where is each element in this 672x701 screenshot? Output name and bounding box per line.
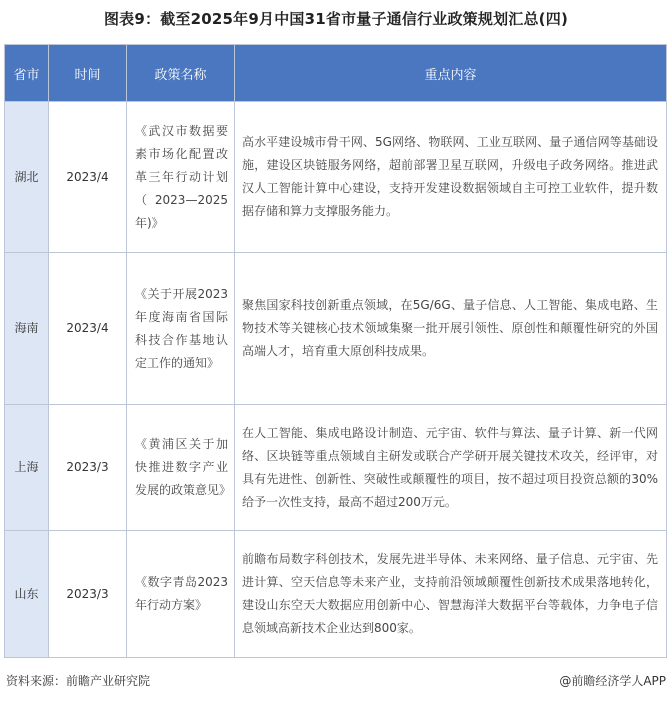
policy-name-cell: 《武汉市数据要素市场化配置改革三年行动计划（2023—2025年)》 [127, 102, 235, 253]
policy-table [4, 44, 667, 658]
header-key-content: 重点内容 [235, 45, 667, 102]
table-row [5, 253, 667, 405]
key-content-cell: 高水平建设城市骨干网、5G网络、物联网、工业互联网、量子通信网等基础设施，建设区块链服务网络，超前部署卫星互联网，升级电子政务网络。推进武汉人工智能计算中心建设，支持开发建设数据领域自主可控工业软件，提升数据存储和算力支撑服务能力。 [235, 102, 667, 253]
table-header-row [5, 45, 667, 102]
province-cell: 海南 [5, 253, 49, 405]
time-cell: 2023/3 [49, 405, 127, 531]
policy-name-cell: 《关于开展2023年度海南省国际科技合作基地认定工作的通知》 [127, 253, 235, 405]
time-cell: 2023/4 [49, 253, 127, 405]
key-content-cell: 前瞻布局数字科创技术，发展先进半导体、未来网络、量子信息、元宇宙、先进计算、空天信息等未来产业，支持前沿领域颠覆性创新技术成果落地转化，建设山东空天大数据应用创新中心、智慧海洋大数据平台等载体，力争电子信息领域高新技术企业达到800家。 [235, 531, 667, 658]
time-cell: 2023/4 [49, 102, 127, 253]
time-cell: 2023/3 [49, 531, 127, 658]
header-province: 省市 [5, 45, 49, 102]
figure-title: 图表9：截至2025年9月中国31省市量子通信行业政策规划汇总(四) [103, 10, 568, 28]
policy-name-cell: 《黄浦区关于加快推进数字产业发展的政策意见》 [127, 405, 235, 531]
policy-name-cell: 《数字青岛2023年行动方案》 [127, 531, 235, 658]
key-content-cell: 在人工智能、集成电路设计制造、元宇宙、软件与算法、量子计算、新一代网络、区块链等重点领域自主研发或联合产学研开展关键技术攻关，经评审，对具有先进性、创新性、突破性或颠覆性的项目，按不超过项目投资总额的30%给予一次性支持，最高不超过200万元。 [235, 405, 667, 531]
source-note: 资料来源：前瞻产业研究院 [6, 674, 151, 688]
credit-note: @前瞻经济学人APP [559, 674, 666, 688]
table-row [5, 531, 667, 658]
province-cell: 山东 [5, 531, 49, 658]
key-content-cell: 聚焦国家科技创新重点领域，在5G/6G、量子信息、人工智能、集成电路、生物技术等关键核心技术领域集聚一批开展引领性、原创性和颠覆性研究的外国高端人才，培育重大原创科技成果。 [235, 253, 667, 405]
province-cell: 上海 [5, 405, 49, 531]
table-row [5, 405, 667, 531]
table-row [5, 102, 667, 253]
header-policy-name: 政策名称 [127, 45, 235, 102]
header-time: 时间 [49, 45, 127, 102]
province-cell: 湖北 [5, 102, 49, 253]
